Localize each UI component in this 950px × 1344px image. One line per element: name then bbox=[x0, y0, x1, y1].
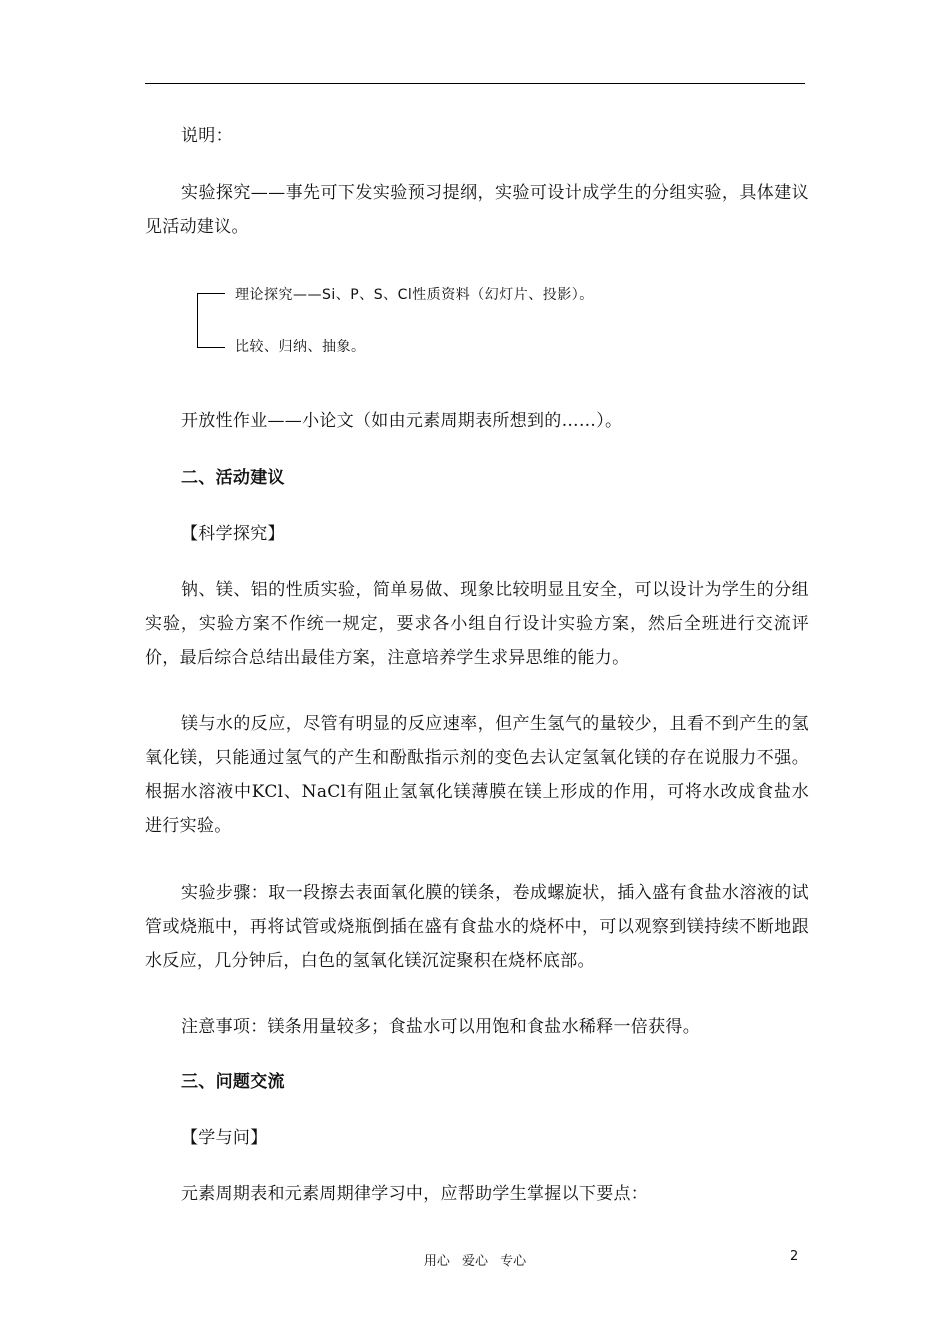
bracket-vertical-line bbox=[197, 293, 198, 348]
paragraph-na-mg-al: 钠、镁、铝的性质实验，简单易做、现象比较明显且安全，可以设计为学生的分组实验，实验方案不作统一规定，要求各小组自行设计实验方案，然后全班进行交流评价，最后综合总结出最佳方案，注意培养学生求异思维的能力。 bbox=[145, 580, 809, 668]
notes-label: 说明： bbox=[181, 126, 233, 146]
paragraph-mg-water: 镁与水的反应，尽管有明显的反应速率，但产生氢气的量较少，且看不到产生的氢氧化镁，只能通过氢气的产生和酚酞指示剂的变色去认定氢氧化镁的存在说服力不强。根据水溶液中KCl、NaCl有阻止氢氧化镁薄膜在镁上形成的作用，可将水改成食盐水进行实验。 bbox=[145, 714, 809, 836]
paragraph-notice: 注意事项：镁条用量较多；食盐水可以用饱和食盐水稀释一倍获得。 bbox=[181, 1017, 700, 1037]
section-title-activity: 二、活动建议 bbox=[181, 468, 285, 488]
paragraph-homework: 开放性作业——小论文（如由元素周期表所想到的……）。 bbox=[181, 411, 623, 431]
paragraph-steps: 实验步骤：取一段擦去表面氧化膜的镁条，卷成螺旋状，插入盛有食盐水溶液的试管或烧瓶中，再将试管或烧瓶倒插在盛有食盐水的烧杯中，可以观察到镁持续不断地跟水反应，几分钟后，白色的氢氧化镁沉淀聚积在烧杯底部。 bbox=[145, 883, 809, 971]
tag-learn-ask: 【学与问】 bbox=[181, 1128, 268, 1148]
bracket-bottom-line bbox=[197, 347, 225, 348]
paragraph-key-points: 元素周期表和元素周期律学习中，应帮助学生掌握以下要点： bbox=[181, 1184, 649, 1204]
tag-science-inquiry: 【科学探究】 bbox=[181, 524, 285, 544]
page-number: 2 bbox=[790, 1249, 799, 1264]
bracket-item-compare: 比较、归纳、抽象。 bbox=[235, 339, 366, 355]
bracket-top-line bbox=[197, 293, 225, 294]
paragraph-experiment: 实验探究——事先可下发实验预习提纲，实验可设计成学生的分组实验，具体建议见活动建议。 bbox=[145, 183, 809, 237]
footer-motto: 用心 爱心 专心 bbox=[423, 1254, 527, 1269]
section-title-questions: 三、问题交流 bbox=[181, 1072, 285, 1092]
bracket-item-theory: 理论探究——Si、P、S、Cl性质资料（幻灯片、投影）。 bbox=[235, 287, 594, 303]
header-rule bbox=[145, 83, 805, 84]
